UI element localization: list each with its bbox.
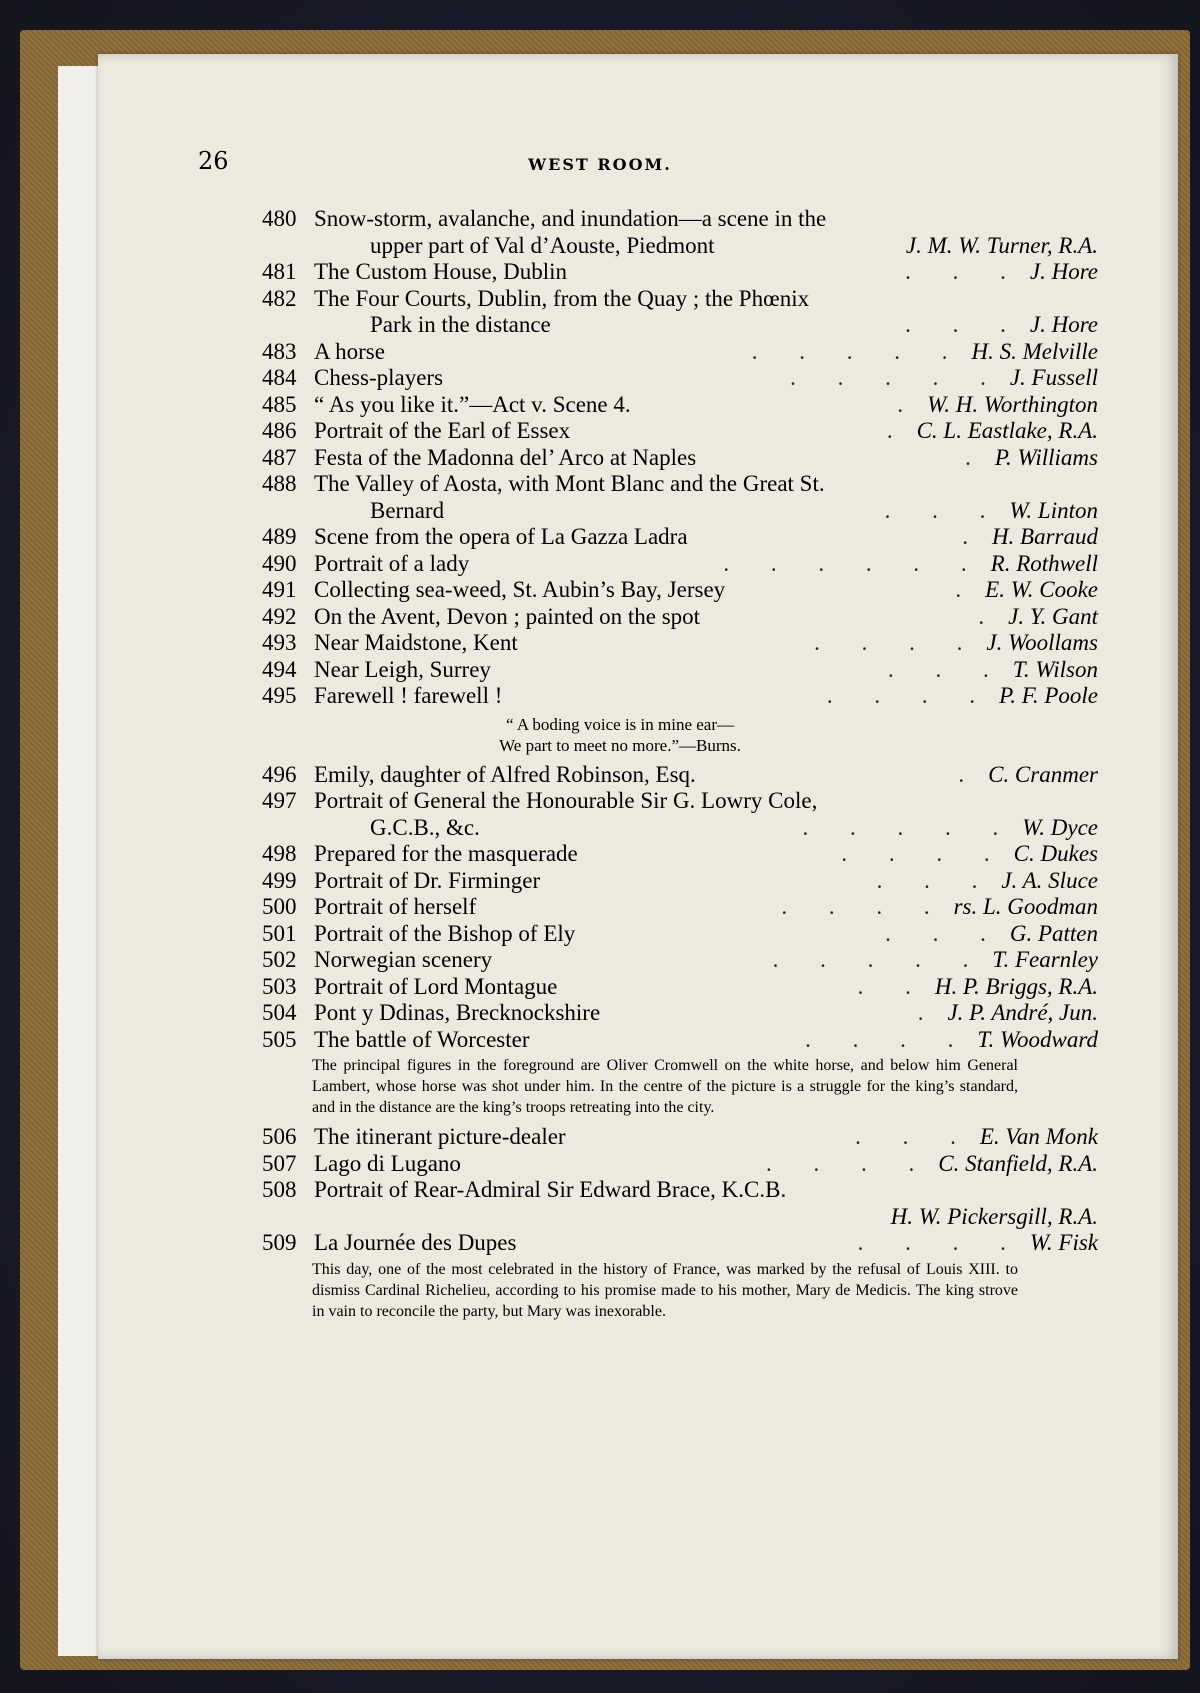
entry-title: Portrait of Dr. Firminger xyxy=(314,867,541,893)
entry-artist: E. W. Cooke xyxy=(985,577,1098,602)
entry-title: Snow-storm, avalanche, and inundation—a scene in the xyxy=(314,206,827,231)
entry-title: Emily, daughter of Alfred Robinson, Esq. xyxy=(314,761,696,787)
entry-artist: rs. L. Goodman xyxy=(953,894,1098,919)
entry-498: 498 Prepared for the masquerade . . . . C. Dukes xyxy=(262,841,1098,866)
entry-number: 493 xyxy=(262,630,297,655)
entry-489: 489 Scene from the opera of La Gazza Ladra . H. Barraud xyxy=(262,524,1098,549)
entry-title: Near Maidstone, Kent xyxy=(314,630,518,655)
entry-number: 490 xyxy=(262,550,297,576)
entry-title-cont: Park in the distance xyxy=(370,312,551,337)
entry-artist: J. Hore xyxy=(1029,259,1098,284)
entry-artist: T. Wilson xyxy=(1012,656,1098,682)
entry-artist: C. L. Eastlake, R.A. xyxy=(916,418,1098,443)
entry-artist: W. Fisk xyxy=(1029,1230,1098,1255)
entry-artist: J. Fussell xyxy=(1009,365,1098,390)
entry-artist: J. Woollams xyxy=(986,630,1098,655)
entry-number: 492 xyxy=(262,603,297,629)
entry-title: The Custom House, Dublin xyxy=(314,259,567,284)
entry-507: 507 Lago di Lugano . . . . C. Stanfield, R.A. xyxy=(262,1150,1098,1176)
entry-artist: P. F. Poole xyxy=(999,683,1098,708)
entry-497: 497 Portrait of General the Honourable Sir G. Lowry Cole, G.C.B., &c. . . . . . W. Dyce xyxy=(262,788,1098,840)
entry-artist: H. P. Briggs, R.A. xyxy=(934,973,1098,999)
entry-title: On the Avent, Devon ; painted on the spot xyxy=(314,603,701,629)
entry-title: Lago di Lugano xyxy=(314,1150,461,1176)
entry-title: Norwegian scenery xyxy=(314,947,493,972)
entry-artist: W. H. Worthington xyxy=(927,391,1098,417)
entry-486: 486 Portrait of the Earl of Essex . C. L. Eastlake, R.A. xyxy=(262,418,1098,443)
entry-artist: T. Fearnley xyxy=(992,947,1098,972)
entry-title-cont: Bernard xyxy=(370,497,445,523)
entry-505: 505 The battle of Worcester . . . . T. Woodward xyxy=(262,1026,1098,1052)
entry-494: 494 Near Leigh, Surrey . . . T. Wilson xyxy=(262,656,1098,682)
entry-481: 481 The Custom House, Dublin . . . J. Hore xyxy=(262,259,1098,284)
note-509: This day, one of the most celebrated in the history of France, was marked by the refusal of Louis XIII. to dismiss Cardinal Richelieu, according to his promise made to his mother, Mary de Medicis. The king strove in vain to reconcile the party, but Mary was inexorable. xyxy=(312,1260,1018,1320)
entry-number: 496 xyxy=(262,761,297,787)
entry-number: 498 xyxy=(262,841,297,866)
entry-number: 485 xyxy=(262,391,297,417)
entry-artist: H. Barraud xyxy=(991,524,1098,549)
entry-title: Portrait of General the Honourable Sir G. Lowry Cole, xyxy=(314,788,818,813)
entry-artist: G. Patten xyxy=(1009,920,1098,946)
entry-number: 505 xyxy=(262,1026,297,1052)
entry-artist: J. Y. Gant xyxy=(1008,603,1098,629)
entry-491: 491 Collecting sea-weed, St. Aubin’s Bay, Jersey . E. W. Cooke xyxy=(262,577,1098,602)
entry-number: 506 xyxy=(262,1124,297,1149)
entry-number: 482 xyxy=(262,285,297,311)
entry-number: 503 xyxy=(262,973,297,999)
entry-artist: E. Van Monk xyxy=(979,1124,1098,1149)
entry-500: 500 Portrait of herself . . . . rs. L. Goodman xyxy=(262,894,1098,919)
quote-line: We part to meet no more.”—Burns. xyxy=(499,735,741,755)
entry-number: 497 xyxy=(262,788,297,813)
entry-artist: T. Woodward xyxy=(977,1026,1098,1052)
note-505: The principal figures in the foreground are Oliver Cromwell on the white horse, and below him General Lambert, whose horse was shot under him. In the centre of the picture is a struggle for the king’s standard, and in the distance are the king’s troops retreating into the city. xyxy=(312,1057,1018,1116)
entry-number: 483 xyxy=(262,338,297,364)
entry-number: 481 xyxy=(262,259,297,284)
entry-artist: J. M. W. Turner, R.A. xyxy=(905,232,1098,258)
catalogue-entries xyxy=(262,206,1098,1328)
entry-title: Portrait of Lord Montague xyxy=(314,973,558,999)
entry-title: La Journée des Dupes xyxy=(314,1230,517,1255)
entry-artist: H. S. Melville xyxy=(971,338,1098,364)
entry-artist: H. W. Pickersgill, R.A. xyxy=(890,1203,1098,1229)
entry-title: The Valley of Aosta, with Mont Blanc and the Great St. xyxy=(314,471,825,496)
entry-number: 487 xyxy=(262,444,297,470)
entry-title: Chess-players xyxy=(314,365,444,390)
entry-480 xyxy=(262,206,1098,259)
entry-488: 488 The Valley of Aosta, with Mont Blanc and the Great St. Bernard . . . W. Linton xyxy=(262,471,1098,523)
entry-number: 494 xyxy=(262,656,297,682)
entry-title: The Four Courts, Dublin, from the Quay ; the Phœnix xyxy=(314,285,810,311)
entry-artist: W. Dyce xyxy=(1022,814,1098,840)
entry-number: 508 xyxy=(262,1177,297,1202)
entry-title-cont: upper part of Val d’Aouste, Piedmont xyxy=(370,232,715,258)
entry-number: 480 xyxy=(262,206,297,231)
entry-484: 484 Chess-players . . . . . J. Fussell xyxy=(262,365,1098,390)
entry-title: Prepared for the masquerade xyxy=(314,841,578,866)
entry-artist: C. Dukes xyxy=(1013,841,1098,866)
entry-508 xyxy=(262,1177,1098,1230)
entry-artist: R. Rothwell xyxy=(990,550,1098,576)
entry-number: 504 xyxy=(262,1000,297,1025)
entry-504: 504 Pont y Ddinas, Brecknockshire . J. P. André, Jun. xyxy=(262,1000,1098,1025)
entry-title: Portrait of the Bishop of Ely xyxy=(314,920,576,946)
entry-artist: C. Cranmer xyxy=(988,761,1098,787)
entry-title-cont: G.C.B., &c. xyxy=(370,814,480,840)
entry-title: Portrait of herself xyxy=(314,894,477,919)
entry-title: Portrait of Rear-Admiral Sir Edward Brace, K.C.B. xyxy=(314,1177,787,1202)
quote-495 xyxy=(262,714,1098,756)
entry-number: 489 xyxy=(262,524,297,549)
entry-487: 487 Festa of the Madonna del’ Arco at Naples . P. Williams xyxy=(262,444,1098,470)
entry-506: 506 The itinerant picture-dealer . . . E. Van Monk xyxy=(262,1124,1098,1149)
entry-artist: J. P. André, Jun. xyxy=(947,1000,1098,1025)
entry-number: 502 xyxy=(262,947,297,972)
entry-number: 495 xyxy=(262,683,297,708)
entry-number: 488 xyxy=(262,471,297,496)
entry-title: Collecting sea-weed, St. Aubin’s Bay, Jersey xyxy=(314,577,726,602)
entry-artist: P. Williams xyxy=(994,444,1098,470)
entry-number: 484 xyxy=(262,365,297,390)
entry-501: 501 Portrait of the Bishop of Ely . . . G. Patten xyxy=(262,920,1098,946)
entry-artist: W. Linton xyxy=(1009,497,1098,523)
entry-title: Portrait of the Earl of Essex xyxy=(314,418,571,443)
entry-number: 491 xyxy=(262,577,297,602)
entry-title: Farewell ! farewell ! xyxy=(314,683,503,708)
entry-title: Festa of the Madonna del’ Arco at Naples xyxy=(314,444,697,470)
entry-number: 499 xyxy=(262,867,297,893)
entry-title: Portrait of a lady xyxy=(314,550,470,576)
entry-title: “ As you like it.”—Act v. Scene 4. xyxy=(314,391,631,417)
entry-483: 483 A horse . . . . . H. S. Melville xyxy=(262,338,1098,364)
entry-number: 500 xyxy=(262,894,297,919)
entry-title: A horse xyxy=(314,338,385,364)
entry-title: The battle of Worcester xyxy=(314,1026,530,1052)
entry-502: 502 Norwegian scenery . . . . . T. Fearnley xyxy=(262,947,1098,972)
entry-492: 492 On the Avent, Devon ; painted on the spot . J. Y. Gant xyxy=(262,603,1098,629)
entry-title: Scene from the opera of La Gazza Ladra xyxy=(314,524,688,549)
entry-number: 509 xyxy=(262,1230,297,1255)
entry-number: 507 xyxy=(262,1150,297,1176)
entry-493: 493 Near Maidstone, Kent . . . . J. Woollams xyxy=(262,630,1098,655)
entry-485: 485 “ As you like it.”—Act v. Scene 4. . W. H. Worthington xyxy=(262,391,1098,417)
entry-artist: J. A. Sluce xyxy=(1001,867,1098,893)
entry-number: 501 xyxy=(262,920,297,946)
entry-artist: J. Hore xyxy=(1029,312,1098,337)
page-number: 26 xyxy=(198,147,229,175)
entry-495: 495 Farewell ! farewell ! . . . . P. F. Poole xyxy=(262,683,1098,708)
entry-496: 496 Emily, daughter of Alfred Robinson, Esq. . C. Cranmer xyxy=(262,761,1098,787)
entry-503: 503 Portrait of Lord Montague . . H. P. Briggs, R.A. xyxy=(262,973,1098,999)
entry-490: 490 Portrait of a lady . . . . . . R. Rothwell xyxy=(262,550,1098,576)
entry-artist: C. Stanfield, R.A. xyxy=(938,1150,1098,1176)
entry-number: 486 xyxy=(262,418,297,443)
entry-title: Near Leigh, Surrey xyxy=(314,656,491,682)
entry-499: 499 Portrait of Dr. Firminger . . . J. A. Sluce xyxy=(262,867,1098,893)
entry-title: The itinerant picture-dealer xyxy=(314,1124,566,1149)
entry-title: Pont y Ddinas, Brecknockshire xyxy=(314,1000,601,1025)
running-head: WEST ROOM. xyxy=(528,155,672,174)
entry-509: 509 La Journée des Dupes . . . . W. Fisk xyxy=(262,1230,1098,1255)
entry-482: 482 The Four Courts, Dublin, from the Quay ; the Phœnix Park in the distance . . . J. Hore xyxy=(262,285,1098,337)
quote-line: “ A boding voice is in mine ear— xyxy=(505,714,735,734)
